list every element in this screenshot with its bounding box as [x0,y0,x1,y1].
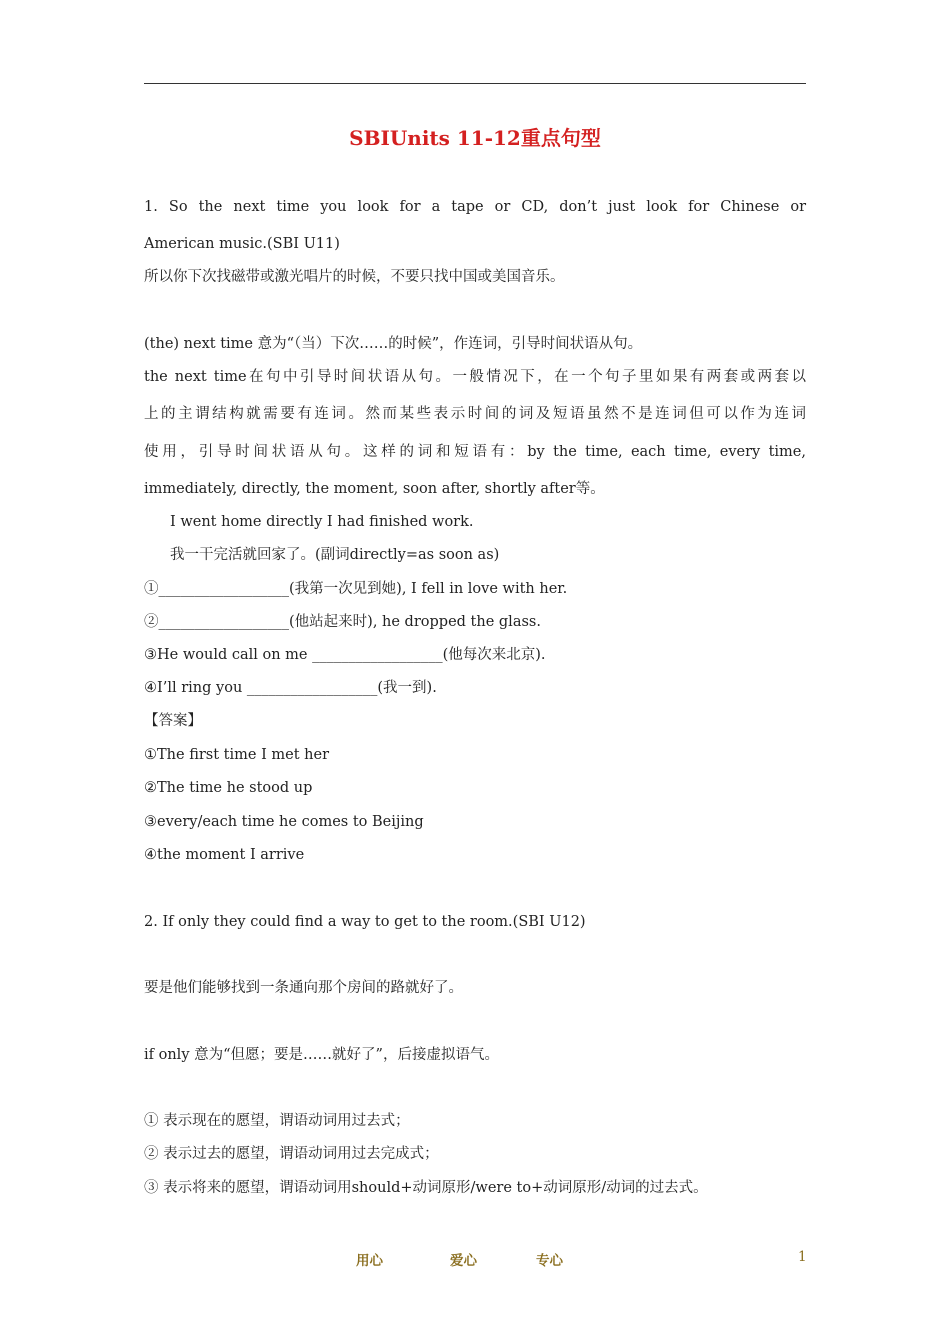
page-number: 1 [798,1249,807,1265]
answer-item: ④the moment I arrive [144,847,305,863]
text-line: 2. If only they could find a way to get to the room.(SBⅠ U12) [144,914,586,930]
page-title: SBⅠUnits 11-12重点句型 [349,126,601,150]
rule-item: ② 表示过去的愿望，谓语动词用过去完成式； [144,1146,439,1162]
text-line: 使用，引导时间状语从句。这样的词和短语有：by the time, each time, every time, [144,444,806,460]
example-sentence: I went home directly I had finished work. [170,514,474,530]
text-line: 上的主谓结构就需要有连词。然而某些表示时间的词及短语虽然不是连词但可以作为连词 [144,406,806,422]
exercise-item: ③He would call on me __________________(他每次来北京). [144,647,546,663]
footer-item: 专心 [536,1253,563,1269]
header-rule [144,83,806,84]
rule-item: ③ 表示将来的愿望，谓语动词用should+动词原形/were to+动词原形/动词的过去式。 [144,1180,708,1196]
answer-heading: 【答案】 [144,713,202,729]
rule-item: ① 表示现在的愿望，谓语动词用过去式； [144,1113,410,1129]
text-line: 要是他们能够找到一条通向那个房间的路就好了。 [144,980,463,996]
text-line: the next time在句中引导时间状语从句。一般情况下，在一个句子里如果有两套或两套以 [144,369,806,385]
exercise-item: ②__________________(他站起来时), he dropped the glass. [144,614,541,630]
example-translation: 我一干完活就回家了。(副词directly=as soon as) [170,547,500,563]
text-line: immediately, directly, the moment, soon after, shortly after等。 [144,481,605,497]
exercise-item: ①__________________(我第一次见到她), I fell in love with her. [144,581,568,597]
footer-item: 爱心 [450,1253,477,1269]
answer-item: ①The first time I met her [144,747,330,763]
footer-item: 用心 [356,1253,383,1269]
text-line: 1. So the next time you look for a tape or CD, don’t just look for Chinese or [144,199,806,215]
text-line: if only 意为“但愿；要是……就好了”，后接虚拟语气。 [144,1047,499,1063]
answer-item: ②The time he stood up [144,780,313,796]
exercise-item: ④I’ll ring you __________________(我一到). [144,680,437,696]
text-line: American music.(SBⅠ U11) [144,236,340,252]
text-line: 所以你下次找磁带或激光唱片的时候，不要只找中国或美国音乐。 [144,269,565,285]
text-line: (the) next time 意为“（当）下次……的时候”，作连词，引导时间状语从句。 [144,336,643,352]
answer-item: ③every/each time he comes to Beijing [144,814,424,830]
